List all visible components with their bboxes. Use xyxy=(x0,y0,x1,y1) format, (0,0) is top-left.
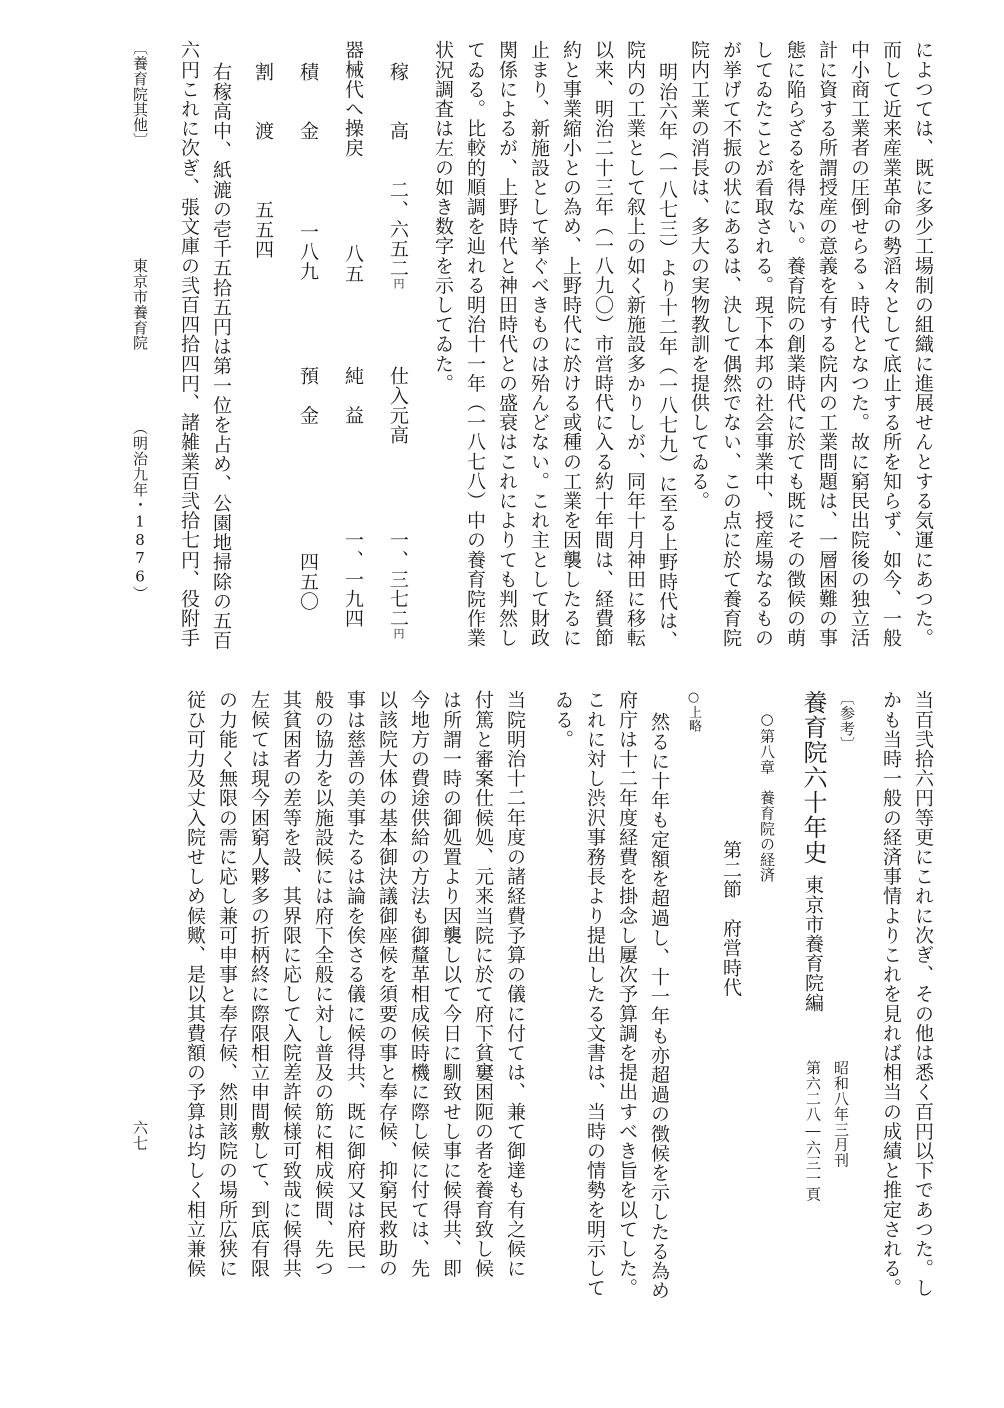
text-column: 明治六年（一八七三）より十二年（一八七九）に至る上野時代は、 xyxy=(656,62,678,650)
reference-published: 昭和八年三月刊 xyxy=(832,1060,850,1168)
section-heading: 第二節 府営時代 xyxy=(720,840,742,997)
text-column: 般の協力を以施設候には府下全般に対し普及の筋に相成候間、先つ xyxy=(312,690,334,1278)
figure-label: 積 金 xyxy=(297,62,319,141)
figure-value: 八五 xyxy=(342,244,364,284)
running-head-organization: 東京市養育院 xyxy=(131,258,149,351)
text-column: 今地方の費途供給の方法も御釐革相成候時機に際し候に付ては、先 xyxy=(408,690,430,1278)
text-column: 中小商工業者の圧倒せらるゝ時代となつた。故に窮民出院後の独立活 xyxy=(848,40,870,648)
figure-value: 一八九 xyxy=(297,222,319,281)
text-column: てゐる。比較的順調を辿れる明治十一年（一八七八）中の養育院作業 xyxy=(464,40,486,648)
figure-value: 四五〇 xyxy=(297,552,319,611)
reference-title: 養育院六十年史 xyxy=(799,690,827,865)
text-column: かも当時一般の経済事情よりこれを見れば相当の成績と推定される。 xyxy=(880,690,902,1298)
text-column: 府庁は十二年度経費を掛念し屢次予算調を提出すべき旨を以てした。 xyxy=(616,690,638,1298)
text-column: 従ひ可力及丈入院せしめ候歟、是以其費額の予算は均しく相立兼候 xyxy=(184,690,206,1278)
text-column: 態に陥らざるを得ない。養育院の創業時代に於ても既にその徴候の萌 xyxy=(784,40,806,648)
text-column: 状況調査は左の如き数字を示してゐた。 xyxy=(432,40,454,393)
figure-label: 器械代へ操戻 xyxy=(342,40,364,158)
figure-label: 稼 高 xyxy=(387,62,409,141)
text-column: 約と事業縮小との為め、上野時代に於ける或種の工業を因襲したるに xyxy=(560,40,582,648)
text-column: 院内の工業として叙上の如く新施設多かりしが、同年十月神田に移転 xyxy=(624,40,646,648)
text-column: これに対し渋沢事務長より提出したる文書は、当時の情勢を明示して xyxy=(584,690,606,1298)
text-column: ゐる。 xyxy=(552,690,574,749)
text-column: 其貧困者の差等を設、其界限に応して入院差許候様可致哉に候得共 xyxy=(280,690,302,1278)
text-column: 当百弐拾六円等更にこれに次ぎ、その他は悉く百円以下であつた。し xyxy=(912,690,934,1298)
running-head-date: （明治九年・1876） xyxy=(131,420,149,602)
figure-label: 仕入元高 xyxy=(387,366,409,445)
text-column: が挙げて不振の状にあるは、決して偶然でない、この点に於て養育院 xyxy=(720,40,742,648)
text-column: 然るに十年も定額を超過し、十一年も亦超過の徴候を示したる為め xyxy=(648,712,670,1300)
text-column: 計に資する所謂授産の意義を有する院内の工業問題は、一層困難の事 xyxy=(816,40,838,648)
text-column: 而して近来産業革命の勢滔々として底止する所を知らず、如今、一般 xyxy=(880,40,902,648)
text-column: 以該院大体の基本御決議御座候を須要の事と奉存候、抑窮民救助の xyxy=(376,690,398,1278)
figure-value: 一、一九四 xyxy=(342,530,364,628)
text-column: 事は慈善の美事たるは論を俟さる儀に候得共、既に御府又は府民一 xyxy=(344,690,366,1278)
text-column: 以来、明治二十三年（一八九〇）市営時代に入る約十年間は、経費節 xyxy=(592,40,614,648)
page-number: 六七 xyxy=(131,1120,149,1151)
reference-pages: 第六二八―六三一頁 xyxy=(804,1060,822,1202)
chapter-heading: ○第八章 養育院の経済 xyxy=(758,710,776,883)
text-column: によつては、既に多少工場制の組織に進展せんとする気運にあつた。 xyxy=(912,40,934,648)
text-column: 六円これに次ぎ、張文庫の弐百四拾四円、諸雑業百弐拾七円、役附手 xyxy=(178,40,200,648)
text-column: 関係によるが、上野時代と神田時代との盛衰はこれによりても判然し xyxy=(496,40,518,648)
figure-value: 五五四 xyxy=(252,200,274,259)
text-column: 左候ては現今困窮人夥多の折柄終に際限相立申間敷して、到底有限 xyxy=(248,690,270,1278)
figure-label: 割 渡 xyxy=(252,62,274,141)
reference-editor: 東京市養育院編 xyxy=(802,875,824,1013)
figure-value: 二、六五二円 xyxy=(387,180,409,290)
text-column: の力能く無限の需に応し兼可申事と奉存候、然則該院の場所広狭に xyxy=(216,690,238,1278)
running-head-category: 〔養育院其他〕 xyxy=(131,40,149,148)
figure-label: 預 金 xyxy=(297,366,319,425)
omission-note: ○上略 xyxy=(686,690,701,733)
text-column: 当院明治十二年度の諸経費予算の儀に付ては、兼て御達も有之候に xyxy=(504,690,526,1278)
figure-value: 一、三七二円 xyxy=(387,530,409,640)
figure-label: 純 益 xyxy=(342,366,364,425)
reference-tag: 〔参考〕 xyxy=(838,690,856,752)
text-column: は所謂一時の御処置より因襲し以て今日に馴致せし事に候得共、即 xyxy=(440,690,462,1278)
text-column: 右稼高中、紙漉の壱千五拾五円は第一位を占め、公園地掃除の五百 xyxy=(210,62,232,650)
text-column: してゐたことが看取される。現下本邦の社会事業中、授産場なるもの xyxy=(752,40,774,648)
text-column: 付篤と審案仕候処、元来当院に於て府下貧窶困阨の者を養育致し候 xyxy=(472,690,494,1278)
text-column: 院内工業の消長は、多大の実物教訓を提供してゐる。 xyxy=(688,40,710,511)
text-column: 止まり、新施設として挙ぐべきものは殆んどない。これ主として財政 xyxy=(528,40,550,648)
